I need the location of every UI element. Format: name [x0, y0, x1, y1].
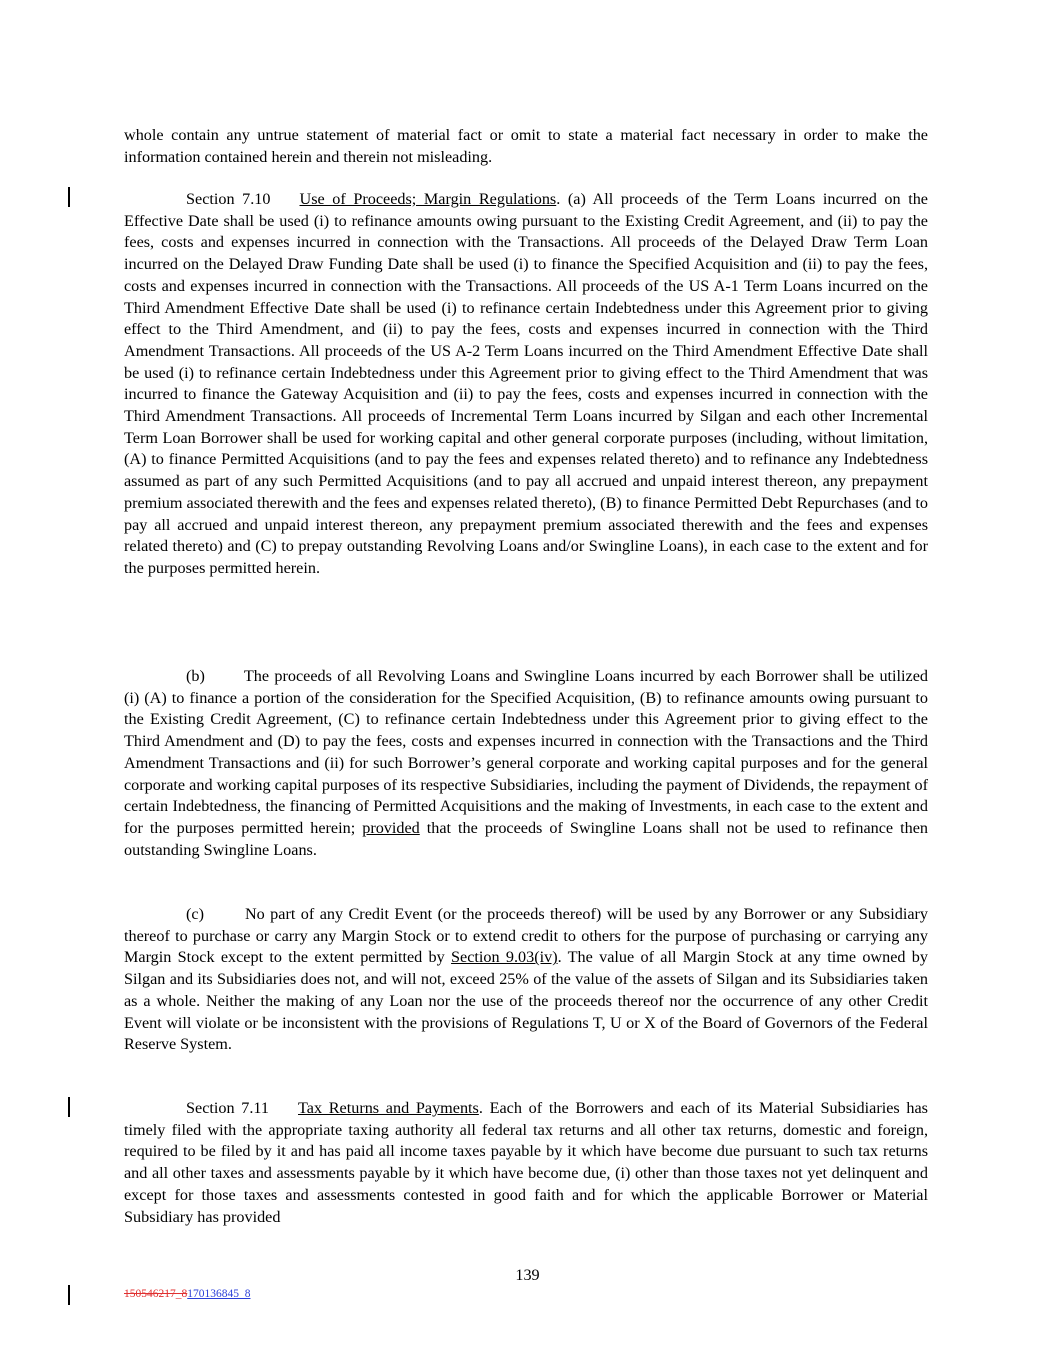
document-id	[124, 1288, 251, 1300]
section-9-03-reference[interactable]: Section 9.03(iv)	[451, 948, 558, 967]
section-7-11-paragraph	[124, 1098, 928, 1228]
intro-paragraph: whole contain any untrue statement of material fact or omit to state a material fact necessary in order to make the information contained herein and therein not misleading.	[124, 126, 928, 166]
paragraph-b-label: (b)	[186, 667, 205, 685]
paragraph-b-body-end: that the proceeds of Swingline Loans shall not be used to refinance then outstanding Swingline Loans.	[124, 818, 928, 859]
change-bar	[68, 187, 70, 207]
section-7-11-body: . Each of the Borrowers and each of its Material Subsidiaries has timely filed with the appropriate taxing authority all federal tax returns and all other tax returns, domestic and foreign, required to be filed by it and has paid all income taxes payable by it which have become due pursuant to such tax returns and all other taxes and assessments payable by it which have become due, (i) other than those taxes not yet delinquent and except for those taxes and assessments contested in good faith and for which the applicable Borrower or Material Subsidiary has provided	[124, 1099, 928, 1226]
section-7-10-label: Section 7.10	[186, 190, 271, 208]
change-bar	[68, 1097, 70, 1117]
provided-term: provided	[362, 818, 420, 837]
document-id-deleted: 150546217_8	[124, 1288, 188, 1300]
change-bar	[68, 1285, 70, 1305]
paragraph-c-body-end: . The value of all Margin Stock at any time owned by Silgan and its Subsidiaries does not, and will not, exceed 25% of the value of the assets of Silgan and its Subsidiaries taken as a whole. Neither the making of any Loan nor the use of the proceeds thereof nor the occurrence of any other Credit Event will violate or be inconsistent with the provisions of Regulations T, U or X of the Board of Governors of the Federal Reserve System.	[124, 948, 928, 1054]
section-7-10-heading: Use of Proceeds; Margin Regulations	[299, 190, 557, 208]
section-7-11-heading: Tax Returns and Payments	[298, 1099, 479, 1117]
paragraph-c-body: No part of any Credit Event (or the proceeds thereof) will be used by any Borrower or any Subsidiary thereof to purchase or carry any Margin Stock or to extend credit to others for the purpose of purchasing or carrying any Margin Stock except to the extent permitted by	[124, 905, 928, 967]
page-number: 139	[515, 1266, 540, 1284]
paragraph-b	[124, 666, 928, 861]
section-7-10-paragraph	[124, 189, 928, 580]
paragraph-c-label: (c)	[186, 905, 204, 923]
section-7-11-label: Section 7.11	[186, 1099, 269, 1117]
section-7-10-body: . (a) All proceeds of the Term Loans incurred on the Effective Date shall be used (i) to refinance amounts owing pursuant to the Existing Credit Agreement, and (ii) to pay the fees, costs and expenses incurred in connection with the Transactions. All proceeds of the Delayed Draw Term Loan incurred on the Delayed Draw Funding Date shall be used (i) to finance the Specified Acquisition and (ii) to pay the fees, costs and expenses incurred in connection with the Transactions. All proceeds of the US A-1 Term Loans incurred on the Third Amendment Effective Date shall be used (i) to refinance certain Indebtedness under this Agreement prior to giving effect to the Third Amendment, and (ii) to pay the fees, costs and expenses incurred in connection with the Third Amendment Transactions. All proceeds of the US A-2 Term Loans incurred on the Third Amendment Effective Date shall be used (i) to refinance certain Indebtedness under this Agreement prior to giving effect to the Third Amendment that was incurred to finance the Gateway Acquisition and (ii) to pay the fees, costs and expenses incurred in connection with the Third Amendment Transactions. All proceeds of Incremental Term Loans incurred by Silgan and each other Incremental Term Loan Borrower shall be used for working capital and other general corporate purposes (including, without limitation, (A) to finance Permitted Acquisitions (and to pay the fees and expenses related thereto) and to refinance any Indebtedness assumed as part of any such Permitted Acquisitions (and to pay all accrued and unpaid interest thereon, any prepayment premium associated therewith and the fees and expenses related thereto), (B) to finance Permitted Debt Repurchases (and to pay all accrued and unpaid interest thereon, any prepayment premium associated therewith and the fees and expenses related thereto) and (C) to prepay outstanding Revolving Loans and/or Swingline Loans), in each case to the extent and for the purposes permitted herein.	[124, 190, 928, 577]
document-id-inserted: 170136845_8	[187, 1288, 251, 1300]
paragraph-c	[124, 904, 928, 1056]
paragraph-b-body: The proceeds of all Revolving Loans and Swingline Loans incurred by each Borrower shall be utilized (i) (A) to finance a portion of the consideration for the Specified Acquisition, (B) to refinance amounts owing pursuant to the Existing Credit Agreement, (C) to refinance certain Indebtedness under this Agreement prior to giving effect to the Third Amendment and (D) to pay the fees, costs and expenses incurred in connection with the Transactions and the Third Amendment Transactions and (ii) for such Borrower’s general corporate and working capital purposes and for the general corporate and working capital purposes of its respective Subsidiaries, including the payment of Dividends, the repayment of certain Indebtedness, the financing of Permitted Acquisitions and the making of Investments, in each case to the extent and for the purposes permitted herein;	[124, 667, 928, 837]
